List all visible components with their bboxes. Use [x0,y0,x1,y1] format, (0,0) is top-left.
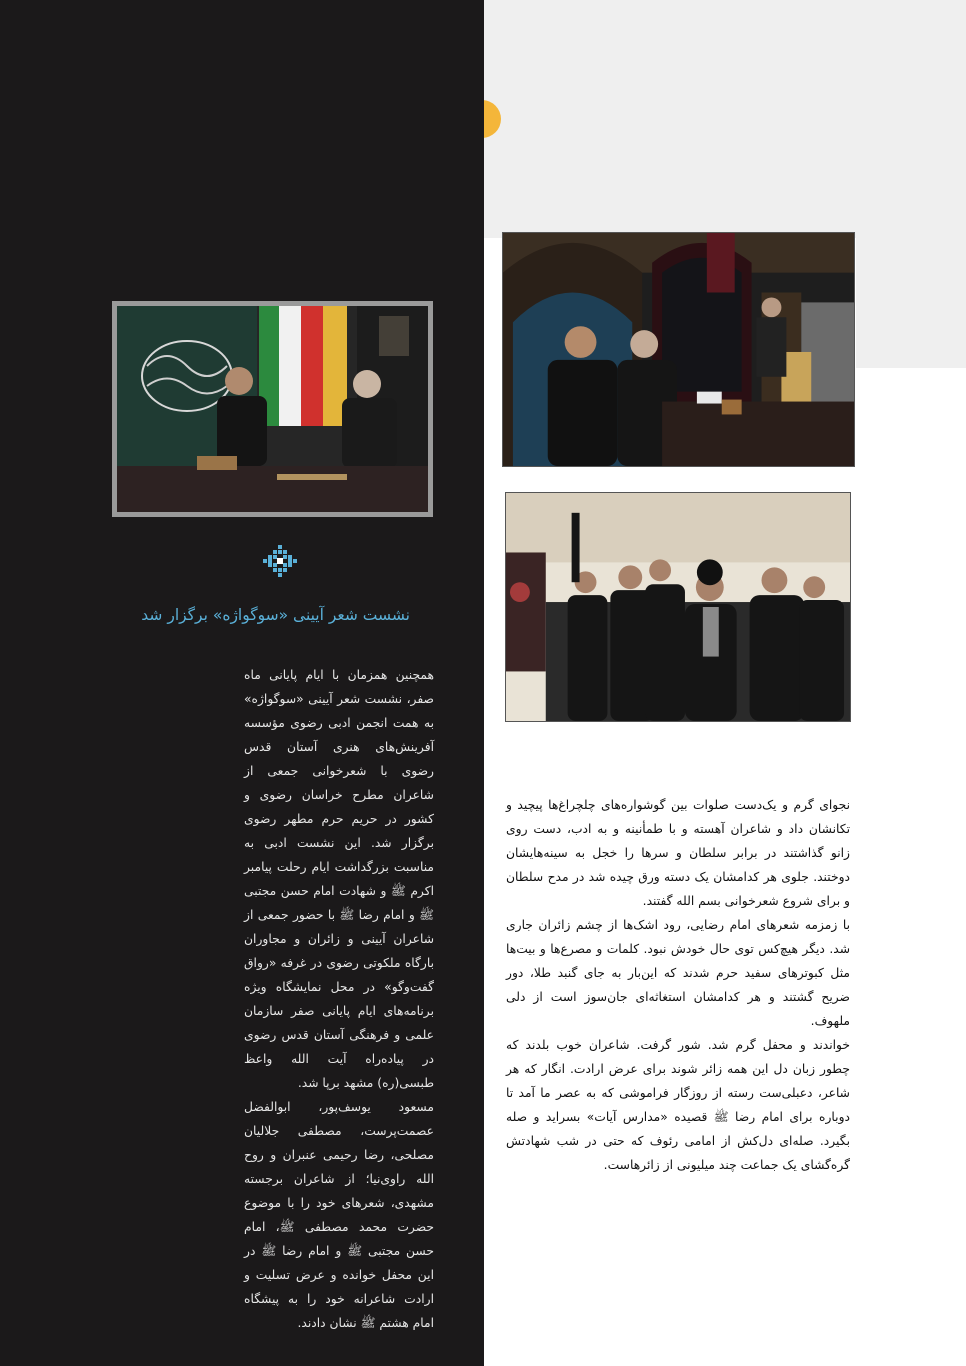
paragraph: خواندند و محفل گرم شد. شور گرفت. شاعران خوب بلدند که چطور زبان دل این همه زائر شوند برای عرض ارادت. انگار که هر شاعر، دعبلی‌ست رسته از روزگار فراموشی که به عصر ما آمد تا دوباره برای امام رضا ﷺ قصیده «مدارس آیات» بسراید و صله بگیرد. صله‌ای دل‌کش از امامی رئوف که حتی در شب شهادتش گره‌گشای یک جماعت چند میلیونی از زائرهاست. [506,1038,850,1172]
paragraph: نجوای گرم و یک‌دست صلوات بین گوشواره‌های چلچراغ‌ها پیچید و تکانشان داد و شاعران آهسته و با طمأنینه و به ادب، دست روی زانو گذاشتند در برابر سلطان و سرها را خجل به سینه‌هایشان دوختند. جلوی هر کدامشان یک دسته ورق چیده شد در مدح سلطان و برای شروع شعرخوانی بسم الله گفتند. [506,798,850,908]
photo-mourners-crowd [505,492,851,722]
paragraph: مسعود یوسف‌پور، ابوالفضل عصمت‌پرست، مصطفی جلالیان مصلحی، رضا رحیمی عنبران و روح الله راوی‌نیا؛ از شاعران برجسته مشهدی، شعرهای خود را با موضوع حضرت محمد مصطفی ﷺ، امام حسن مجتبی ﷺ و امام رضا ﷺ در این محفل خوانده و عرض تسلیت و ارادت شاعرانه خود را به پیشگاه امام هشتم ﷺ نشان دادند. [244,1100,434,1330]
article-body-left [244,663,434,1335]
article-title: نشست شعر آیینی «سوگواژه» برگزار شد [141,606,410,624]
grey-side-tab [856,238,966,368]
paragraph: با زمزمه شعرهای امام رضایی، رود اشک‌ها از چشم زائران جاری شد. دیگر هیچ‌کس توی حال خودش نبود. کلمات و مصرع‌ها و بیت‌ها مثل کبوترهای سفید حرم شدند که این‌بار به جای گنبد طلا، دور ضریح گشتند و هر کدامشان استغاثه‌ای جان‌سوز است از دلی ملهوف. [506,918,850,1028]
top-grey-panel [484,0,966,238]
photo-poets-under-arch [502,232,855,467]
paragraph: همچنین همزمان با ایام پایانی ماه صفر، نشست شعر آیینی «سوگواژه» به همت انجمن ادبی رضوی مؤسسه آفرینش‌های هنری آستان قدس رضوی با شعرخوانی جمعی از شاعران مطرح خراسان رضوی و کشور در حریم حرم مطهر رضوی برگزار شد. این نشست ادبی به مناسبت بزرگداشت ایام رحلت پیامبر اکرم ﷺ و شهادت امام حسن مجتبی ﷺ و امام رضا ﷺ با حضور جمعی از شاعران آیینی و زائران و مجاوران بارگاه ملکوتی رضوی در غرفه «رواق گفت‌وگو» در محل نمایشگاه ویژه برنامه‌های ایام پایانی صفر سازمان علمی و فرهنگی آستان قدس رضوی در پیاده‌راه آیت الله واعظ طبسی(ره) مشهد برپا شد. [244,668,434,1090]
article-body-right [506,793,850,1177]
photo-poets-at-table [112,301,433,517]
ornament-diamond-icon [263,544,297,578]
